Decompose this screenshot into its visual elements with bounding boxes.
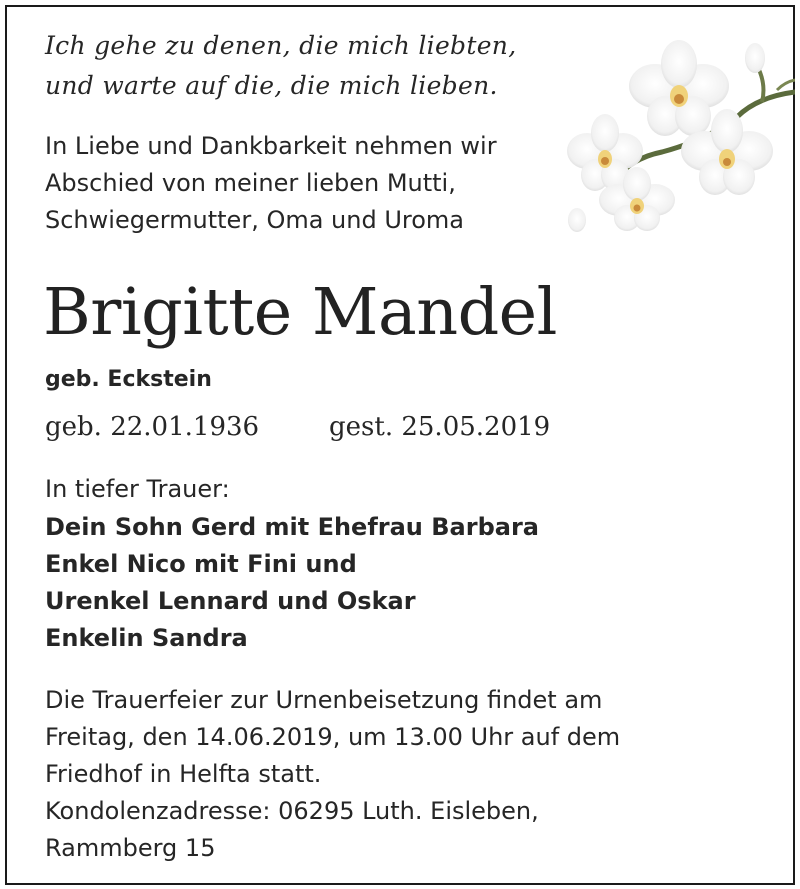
mourner-line: Enkelin Sandra (45, 624, 248, 652)
mourners-heading: In tiefer Trauer: (45, 475, 230, 503)
condolence-address: Kondolenzadresse: 06295 Luth. Eisleben, (45, 797, 539, 825)
mourner-line: Dein Sohn Gerd mit Ehefrau Barbara (45, 513, 539, 541)
motto-line-2: und warte auf die, die mich lieben. (45, 71, 498, 100)
birth-name: geb. Eckstein (45, 367, 212, 392)
intro-line-3: Schwiegermutter, Oma und Uroma (45, 206, 465, 234)
condolence-address-street: Rammberg 15 (45, 834, 216, 862)
white-orchid-icon (567, 22, 795, 234)
intro-line-2: Abschied von meiner lieben Mutti, (45, 169, 456, 197)
mourner-line: Urenkel Lennard und Oskar (45, 587, 416, 615)
ceremony-line: Die Trauerfeier zur Urnenbeisetzung findet am (45, 686, 603, 714)
obituary-notice (5, 5, 795, 885)
deceased-name: Brigitte Mandel (43, 275, 557, 350)
intro-line-1: In Liebe und Dankbarkeit nehmen wir (45, 132, 497, 160)
ceremony-line: Freitag, den 14.06.2019, um 13.00 Uhr auf dem (45, 723, 621, 751)
birth-date: geb. 22.01.1936 (45, 412, 260, 442)
ceremony-line: Friedhof in Helfta statt. (45, 760, 322, 788)
death-date: gest. 25.05.2019 (329, 412, 551, 442)
mourner-line: Enkel Nico mit Fini und (45, 550, 357, 578)
motto-line-1: Ich gehe zu denen, die mich liebten, (45, 31, 517, 60)
